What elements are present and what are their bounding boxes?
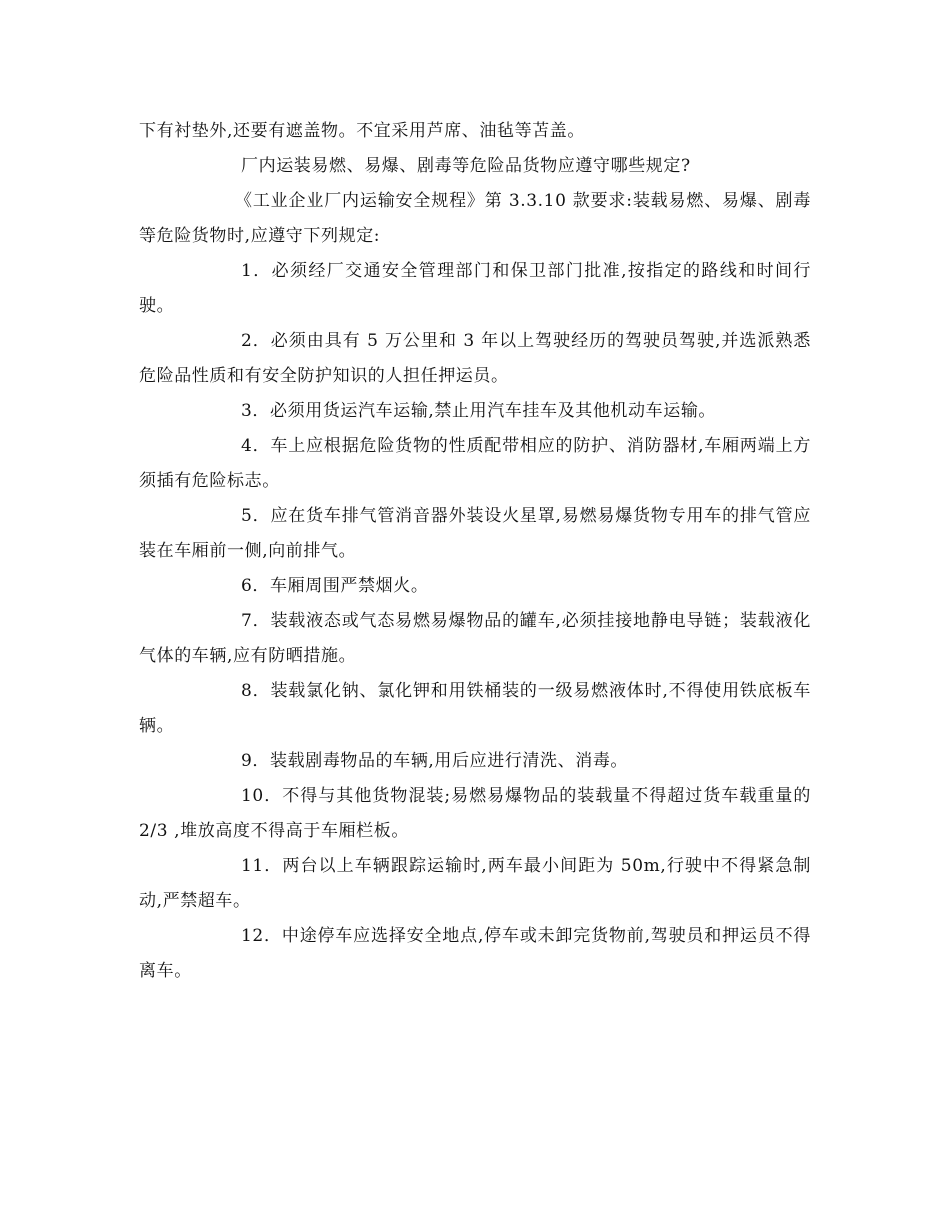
rule-item-6: 6．车厢周围严禁烟火。 — [241, 576, 429, 596]
regulation-reference: 《工业企业厂内运输安全规程》第 3.3.10 款要求:装载易燃、易爆、剧毒等危险货物时,应遵守下列规定: — [139, 191, 811, 246]
rule-item-9: 9．装载剧毒物品的车辆,用后应进行清洗、消毒。 — [241, 751, 629, 771]
document-body — [139, 114, 811, 989]
rule-item-5: 5．应在货车排气管消音器外装设火星罩,易燃易爆货物专用车的排气管应装在车厢前一侧,向前排气。 — [139, 506, 811, 561]
rule-item-1: 1．必须经厂交通安全管理部门和保卫部门批准,按指定的路线和时间行驶。 — [139, 261, 811, 316]
rule-item-7: 7．装载液态或气态易燃易爆物品的罐车,必须挂接地静电导链；装载液化气体的车辆,应有防晒措施。 — [139, 611, 811, 666]
rule-item-10: 10．不得与其他货物混装;易燃易爆物品的装载量不得超过货车载重量的 2/3 ,堆放高度不得高于车厢栏板。 — [139, 786, 811, 841]
rule-item-12: 12．中途停车应选择安全地点,停车或未卸完货物前,驾驶员和押运员不得离车。 — [139, 926, 811, 981]
rule-item-4: 4．车上应根据危险货物的性质配带相应的防护、消防器材,车厢两端上方须插有危险标志。 — [139, 436, 811, 491]
rule-item-8: 8．装载氯化钠、氯化钾和用铁桶装的一级易燃液体时,不得使用铁底板车辆。 — [139, 681, 811, 736]
rule-item-2: 2．必须由具有 5 万公里和 3 年以上驾驶经历的驾驶员驾驶,并选派熟悉危险品性质和有安全防护知识的人担任押运员。 — [139, 331, 811, 386]
rule-item-11: 11．两台以上车辆跟踪运输时,两车最小间距为 50m,行驶中不得紧急制动,严禁超车。 — [139, 856, 811, 911]
rule-item-3: 3．必须用货运汽车运输,禁止用汽车挂车及其他机动车运输。 — [241, 401, 717, 421]
paragraph-continuation: 下有衬垫外,还要有遮盖物。不宜采用芦席、油毡等苫盖。 — [139, 121, 586, 141]
section-question: 厂内运装易燃、易爆、剧毒等危险品货物应遵守哪些规定? — [241, 156, 691, 176]
